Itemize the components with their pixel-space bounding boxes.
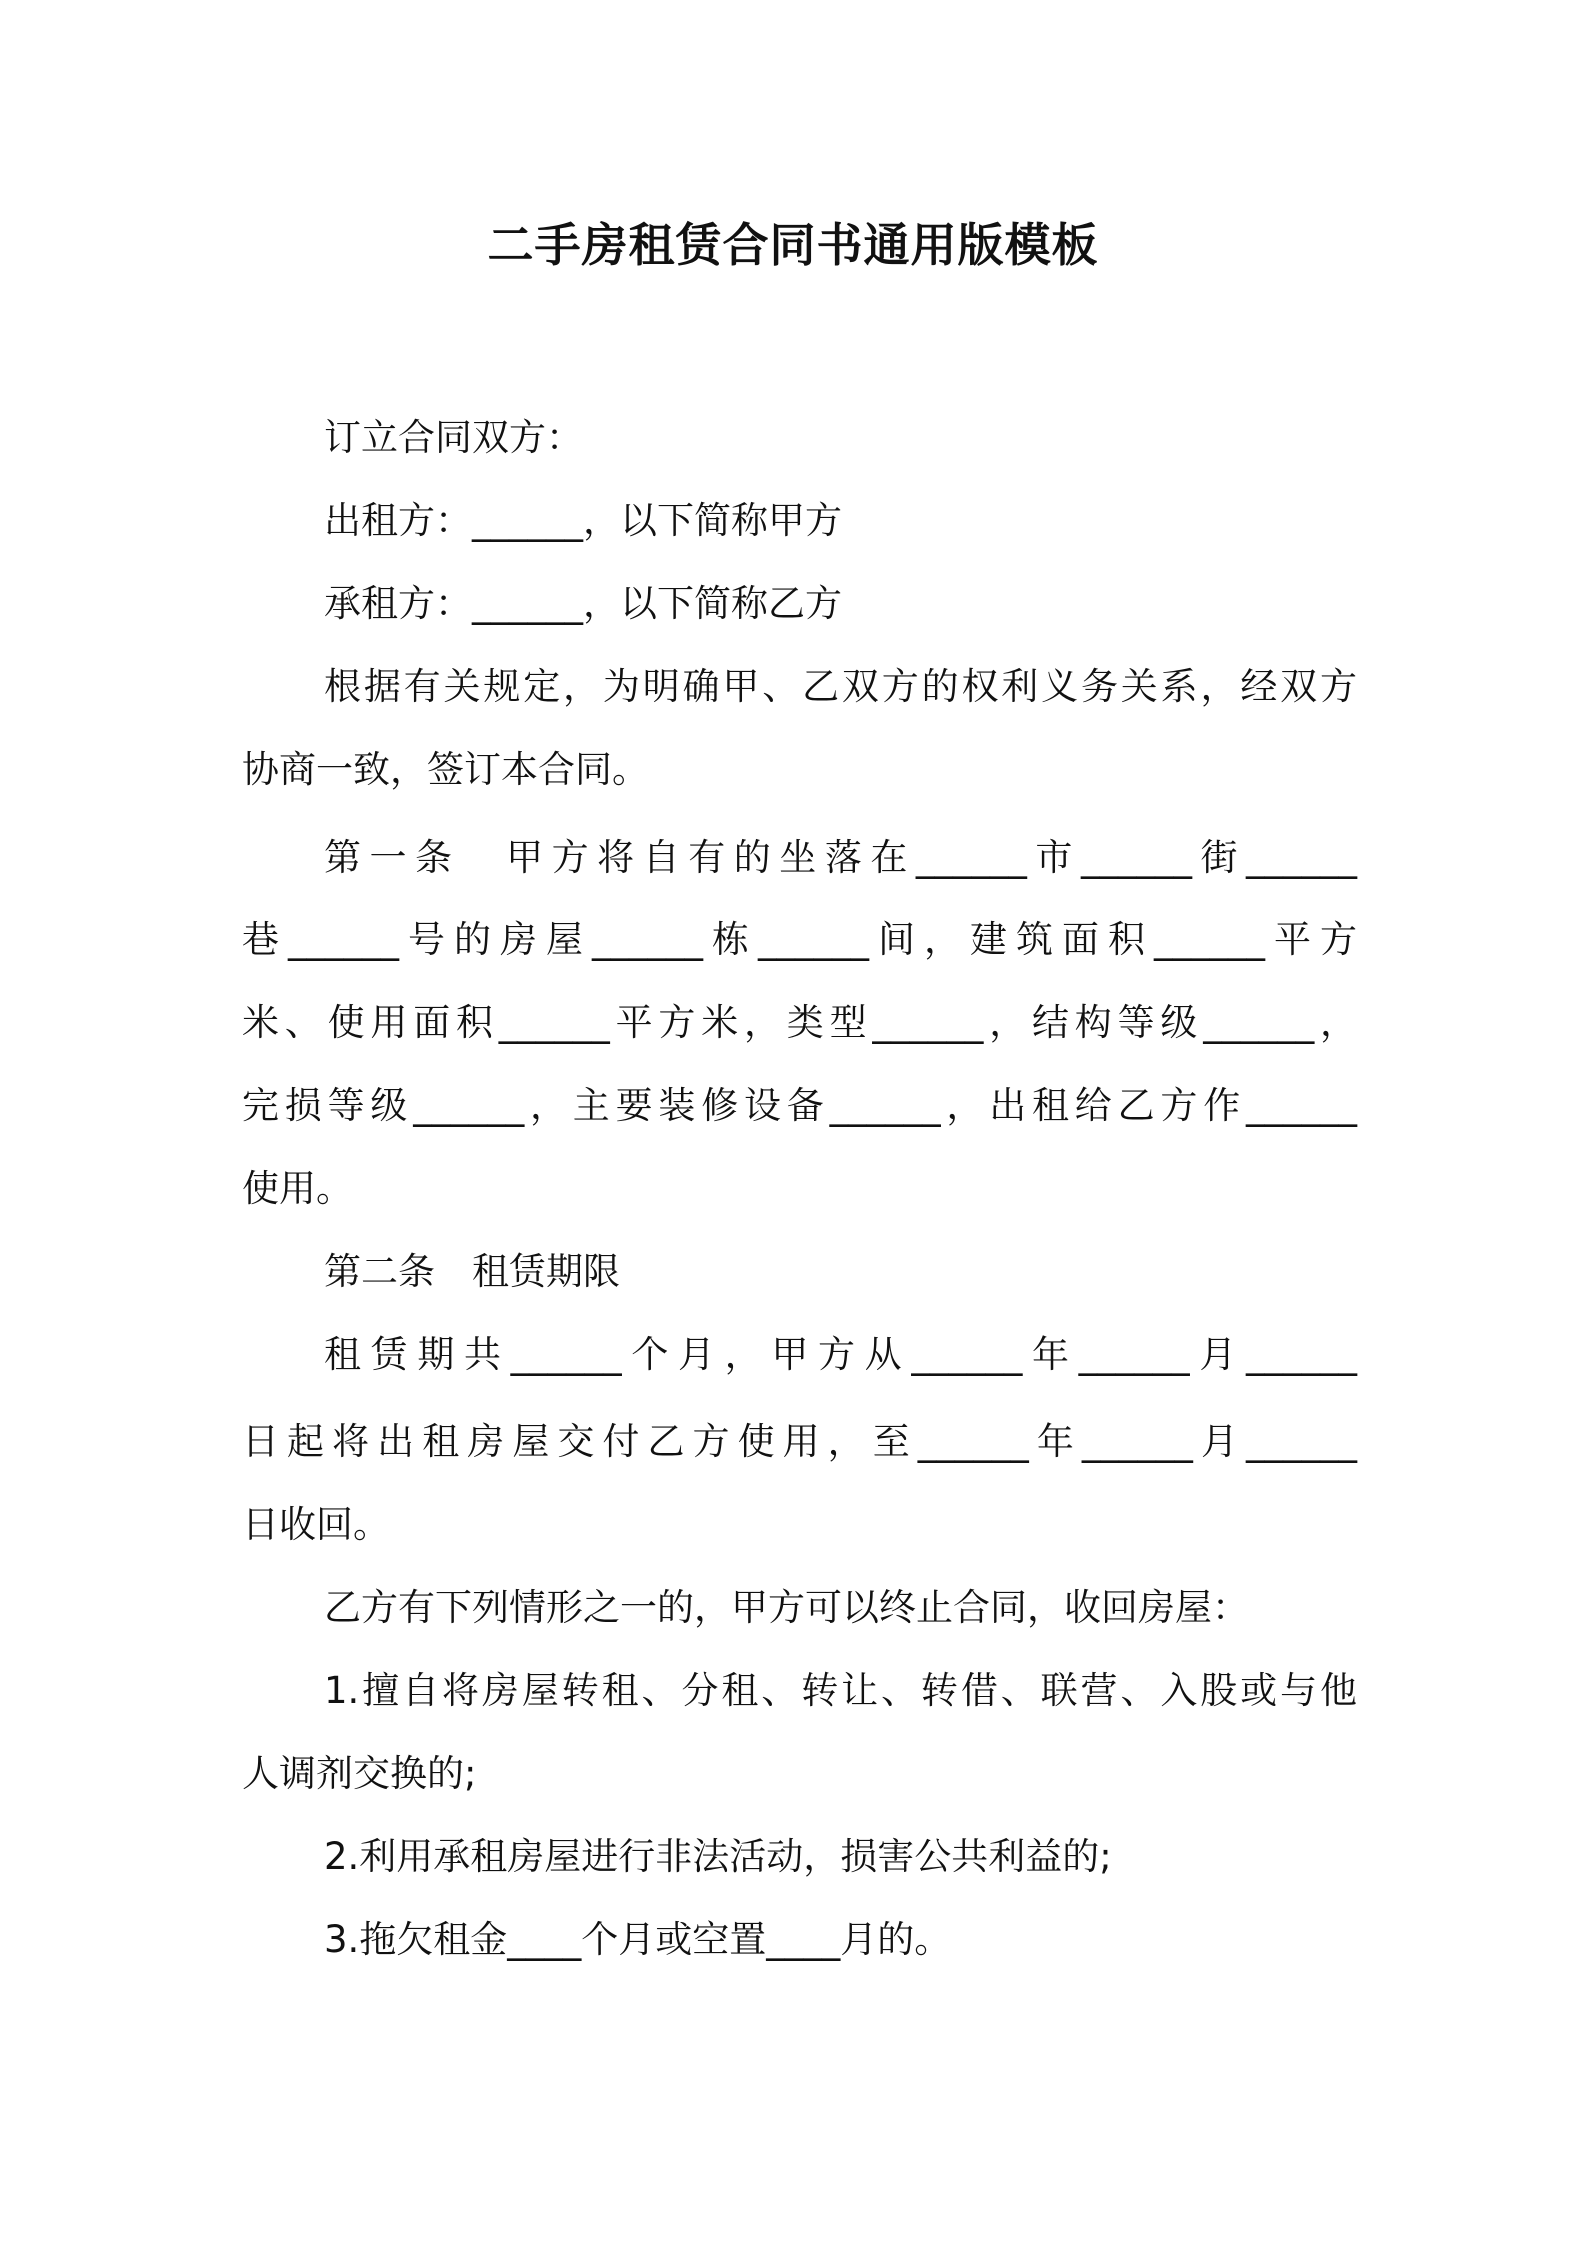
article2-heading: 第二条 租赁期限	[324, 1250, 620, 1293]
document-title: 二手房租赁合同书通用版模板	[487, 218, 1099, 272]
article1-line-3: 米、使用面积______平方米，类型______，结构等级______，	[242, 1001, 1357, 1044]
lessor-line: 出租方：______，以下简称甲方	[324, 499, 842, 542]
preamble-line-2: 协商一致，签订本合同。	[242, 748, 649, 791]
parties-heading: 订立合同双方：	[324, 416, 583, 459]
clause-1-line-1: 1.擅自将房屋转租、分租、转让、转借、联营、入股或与他	[324, 1669, 1357, 1712]
term-line-1: 租赁期共______个月，甲方从______年______月______	[324, 1333, 1357, 1376]
clause-3: 3.拖欠租金____个月或空置____月的。	[324, 1918, 952, 1961]
article1-line-1: 第一条 甲方将自有的坐落在______市______街______	[324, 836, 1357, 879]
preamble-line-1: 根据有关规定，为明确甲、乙双方的权利义务关系，经双方	[324, 665, 1357, 708]
article1-line-2: 巷______号的房屋______栋______间，建筑面积______平方	[242, 918, 1357, 961]
term-line-3: 日收回。	[242, 1503, 390, 1546]
clause-2: 2.利用承租房屋进行非法活动，损害公共利益的;	[324, 1835, 1112, 1878]
article1-line-5: 使用。	[242, 1167, 353, 1210]
article1-line-4: 完损等级______，主要装修设备______，出租给乙方作______	[242, 1084, 1357, 1127]
term-line-2: 日起将出租房屋交付乙方使用，至______年______月______	[242, 1420, 1357, 1463]
termination-heading: 乙方有下列情形之一的，甲方可以终止合同，收回房屋：	[324, 1586, 1249, 1629]
clause-1-line-2: 人调剂交换的;	[242, 1752, 477, 1795]
lessee-line: 承租方：______，以下简称乙方	[324, 582, 842, 625]
